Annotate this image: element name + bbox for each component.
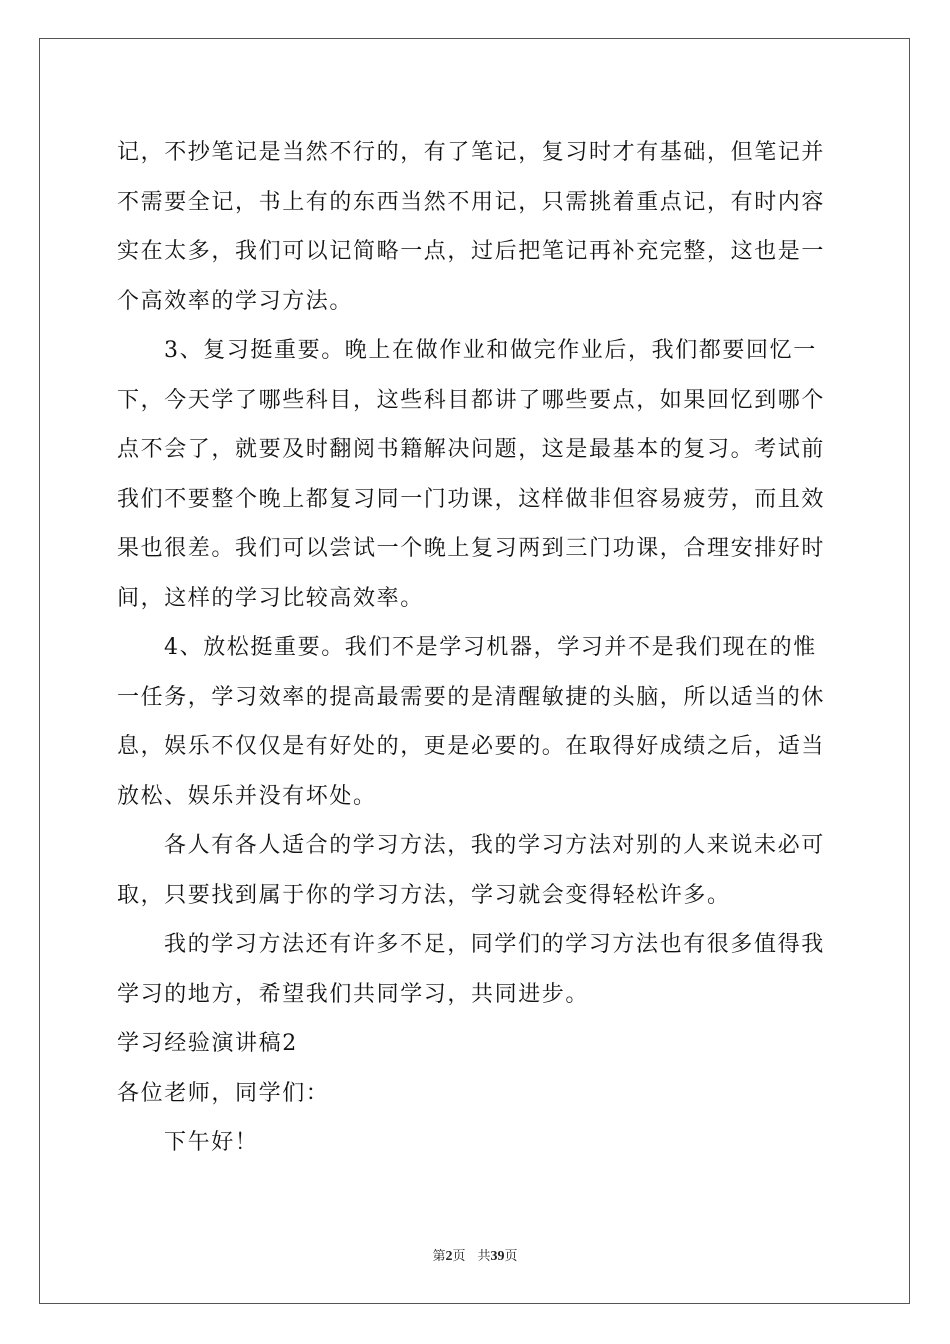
text-line: 个高效率的学习方法。	[117, 288, 354, 314]
total-suffix: 页	[504, 1249, 518, 1264]
text-line: 不需要全记，书上有的东西当然不用记，只需挑着重点记，有时内容	[117, 189, 826, 215]
total-pages: 39	[490, 1249, 505, 1264]
text-line: 记，不抄笔记是当然不行的，有了笔记，复习时才有基础，但笔记并	[117, 140, 826, 165]
page-number: 2	[445, 1249, 453, 1264]
text-line: 一任务，学习效率的提高最需要的是清醒敏捷的头脑，所以适当的休	[117, 684, 826, 710]
text-line: 点不会了，就要及时翻阅书籍解决问题，这是最基本的复习。考试前	[117, 437, 826, 462]
text-line: 下，今天学了哪些科目，这些科目都讲了哪些要点，如果回忆到哪个	[117, 387, 826, 413]
page-suffix: 页	[452, 1249, 466, 1264]
paragraph-start-line: 4、放松挺重要。我们不是学习机器，学习并不是我们现在的惟	[164, 635, 817, 660]
text-line: 实在太多，我们可以记简略一点，过后把笔记再补充完整，这也是一	[117, 239, 826, 264]
page-footer	[0, 1247, 950, 1267]
text-line: 放松、娱乐并没有坏处。	[117, 783, 377, 809]
section-heading: 学习经验演讲稿2	[117, 1031, 298, 1056]
text-line: 学习的地方，希望我们共同学习，共同进步。	[117, 981, 590, 1007]
text-line: 我们不要整个晚上都复习同一门功课，这样做非但容易疲劳，而且效	[117, 486, 826, 512]
paragraph-start-line: 3、复习挺重要。晚上在做作业和做完作业后，我们都要回忆一	[164, 338, 817, 363]
document-body	[117, 128, 833, 1168]
text-line: 取，只要找到属于你的学习方法，学习就会变得轻松许多。	[117, 882, 731, 908]
paragraph-start-line: 我的学习方法还有许多不足，同学们的学习方法也有很多值得我	[164, 932, 825, 957]
page-prefix: 第	[432, 1249, 446, 1264]
total-prefix: 共	[477, 1249, 491, 1264]
salutation: 各位老师，同学们：	[117, 1080, 330, 1106]
text-line: 果也很差。我们可以尝试一个晚上复习两到三门功课，合理安排好时	[117, 536, 826, 561]
text-line: 息，娱乐不仅仅是有好处的，更是必要的。在取得好成绩之后，适当	[117, 734, 826, 759]
paragraph-start-line: 各人有各人适合的学习方法，我的学习方法对别的人来说未必可	[164, 833, 825, 858]
text-line: 间，这样的学习比较高效率。	[117, 585, 424, 611]
greeting: 下午好！	[164, 1130, 259, 1155]
